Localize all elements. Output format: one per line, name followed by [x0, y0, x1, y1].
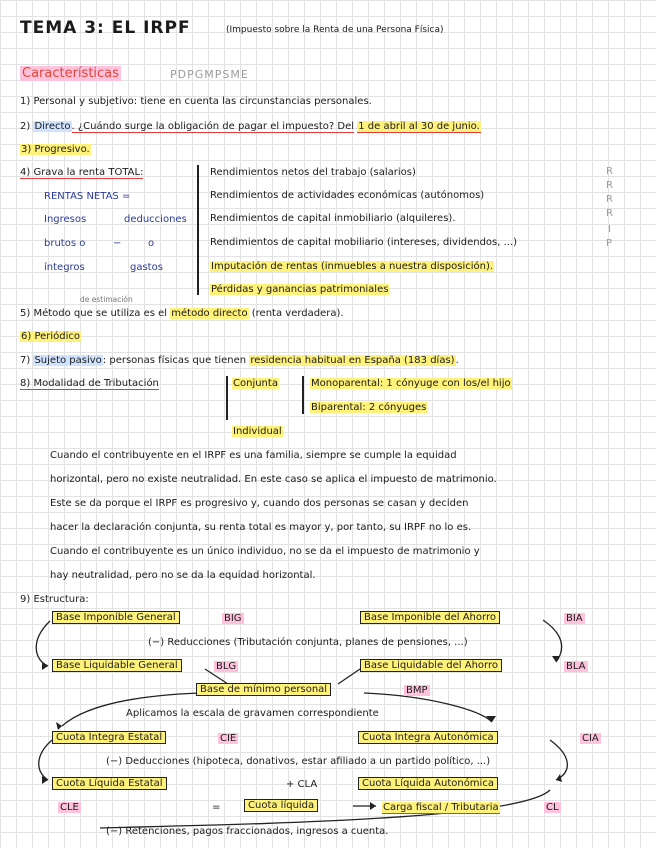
- abbr-cia: CIA: [582, 733, 599, 744]
- paragraph-line-4: hacer la declaración conjunta, su renta total es mayor y, por tanto, su IRPF no lo es.: [50, 522, 472, 533]
- deducciones-text: (−) Deducciones (hipoteca, donativos, estar afiliado a un partido político, ...): [106, 756, 491, 767]
- box-cie: Cuota Íntegra Estatal: [52, 732, 166, 744]
- rendimiento-4: Rendimientos de capital mobiliario (intereses, dividendos, ...): [210, 237, 518, 248]
- paragraph-line-3: Este se da porque el IRPF es progresivo y, cuando dos personas se casan y deciden: [50, 498, 469, 509]
- abbr-blg: BLG: [216, 661, 237, 672]
- box-cl: Cuota líquida: [244, 800, 318, 812]
- paragraph-line-1: Cuando el contribuyente en el IRPF es una familia, siempre se cumple la equidad: [50, 450, 457, 461]
- item-7: 7) Sujeto pasivo: personas físicas que tienen residencia habitual en España (183 días).: [20, 355, 459, 366]
- side-letter-r3: R: [606, 194, 613, 205]
- aplicamos-text: Aplicamos la escala de gravamen correspondiente: [126, 708, 379, 719]
- item-3: 3) Progresivo.: [21, 144, 90, 155]
- abbr-cl: CL: [546, 802, 559, 813]
- item-8: 8) Modalidad de Tributación: [20, 378, 159, 389]
- side-letter-p: P: [606, 238, 613, 249]
- rendimiento-1: Rendimientos netos del trabajo (salarios): [210, 167, 416, 178]
- item-2: 2) Directo. ¿Cuándo surge la obligación de pagar el impuesto? Del 1 de abril al 30 de junio.: [20, 121, 480, 132]
- rentas-netas-label: RENTAS NETAS =: [44, 191, 131, 202]
- equals-sign: =: [212, 802, 221, 813]
- minus-sign: −: [113, 238, 122, 249]
- acronym: PDPGMPSME: [170, 68, 249, 81]
- side-letter-i: I: [608, 224, 611, 235]
- section-heading: Características: [22, 66, 119, 81]
- box-big: Base Imponible General: [52, 612, 180, 624]
- paragraph-line-2: horizontal, pero no existe neutralidad. En este caso se aplica el impuesto de matrimonio.: [50, 474, 497, 485]
- box-bmp: Base de mínimo personal: [196, 684, 331, 696]
- abbr-bmp: BMP: [406, 685, 428, 696]
- de-estimacion: de estimación: [80, 295, 133, 304]
- rendimiento-6: Pérdidas y ganancias patrimoniales: [211, 284, 389, 295]
- individual-label: Individual: [233, 426, 282, 437]
- abbr-cle: CLE: [60, 802, 79, 813]
- abbr-bia: BIA: [566, 613, 583, 624]
- box-cle: Cuota Líquida Estatal: [52, 778, 167, 790]
- paragraph-line-5: Cuando el contribuyente es un único individuo, no se da el impuesto de matrimonio y: [50, 546, 480, 557]
- box-cia: Cuota Íntegra Autonómica: [358, 732, 498, 744]
- paragraph-line-6: hay neutralidad, pero no se da la equidad horizontal.: [50, 570, 316, 581]
- ingresos-line2: brutos o: [44, 238, 86, 249]
- ingresos-line3: íntegros: [44, 262, 85, 273]
- biparental: Biparental: 2 cónyuges: [311, 402, 427, 413]
- monoparental: Monoparental: 1 cónyuge con los/el hijo: [311, 378, 511, 389]
- plus-cla: + CLA: [286, 779, 318, 790]
- item-4-title: 4) Grava la renta TOTAL:: [20, 167, 144, 178]
- retenciones: (−) Retenciones, pagos fraccionados, ingresos a cuenta.: [106, 826, 389, 837]
- side-letter-r4: R: [606, 208, 613, 219]
- box-blg: Base Liquidable General: [52, 660, 182, 672]
- side-letter-r1: R: [606, 166, 613, 177]
- page-subtitle: (Impuesto sobre la Renta de una Persona Física): [226, 25, 444, 35]
- item-6: 6) Periódico: [21, 331, 81, 342]
- item-9: 9) Estructura:: [20, 594, 89, 605]
- rendimiento-2: Rendimientos de actividades económicas (autónomos): [210, 190, 485, 201]
- ingresos-line1: Ingresos: [44, 214, 87, 225]
- reducciones: (−) Reducciones (Tributación conjunta, planes de pensiones, ...): [148, 637, 468, 648]
- rendimiento-3: Rendimientos de capital inmobiliario (alquileres).: [210, 213, 456, 224]
- box-bla: Base Liquidable del Ahorro: [360, 660, 502, 672]
- item-1: 1) Personal y subjetivo: tiene en cuenta las circunstancias personales.: [20, 96, 372, 107]
- abbr-big: BIG: [224, 613, 242, 624]
- abbr-cie: CIE: [220, 733, 237, 744]
- box-bia: Base Imponible del Ahorro: [360, 612, 500, 624]
- rendimiento-5: Imputación de rentas (inmuebles a nuestra disposición).: [211, 261, 494, 272]
- page-title: TEMA 3: EL IRPF: [20, 18, 191, 38]
- deducciones-line3: gastos: [130, 262, 163, 273]
- deducciones-line2: o: [148, 238, 155, 249]
- item-5: 5) Método que se utiliza es el método directo (renta verdadera).: [20, 308, 344, 319]
- abbr-bla: BLA: [566, 661, 586, 672]
- carga-fiscal: Carga fiscal / Tributaria: [383, 802, 499, 813]
- box-cla: Cuota Líquida Autonómica: [358, 778, 498, 790]
- deducciones-line1: deducciones: [124, 214, 187, 225]
- conjunta-label: Conjunta: [233, 378, 278, 389]
- side-letter-r2: R: [606, 180, 613, 191]
